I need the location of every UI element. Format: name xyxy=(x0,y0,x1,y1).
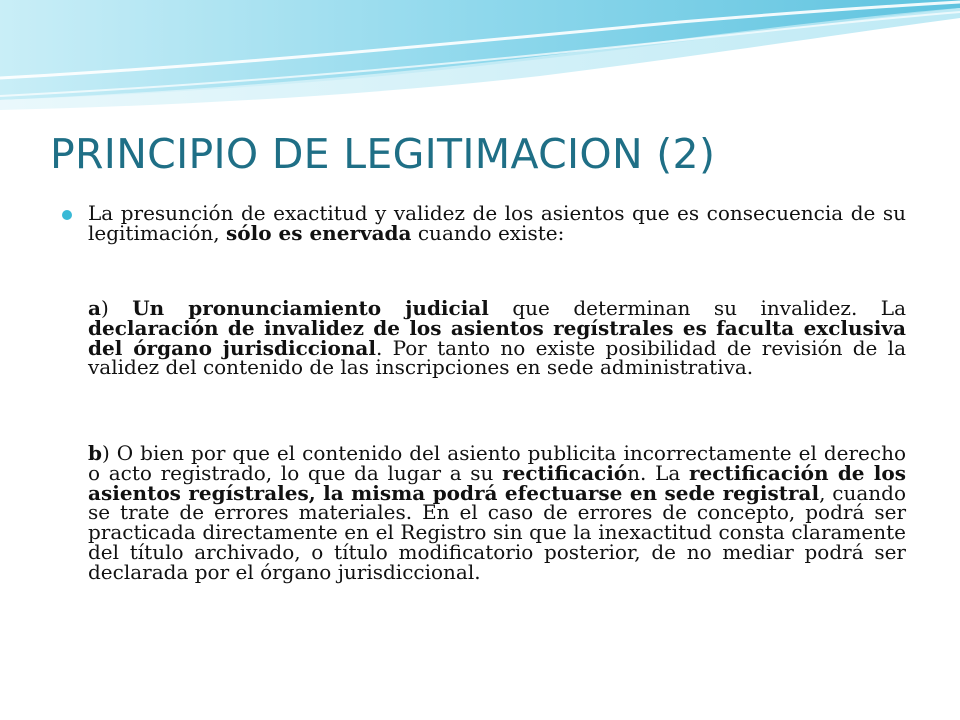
text-run: , cuando se trate de errores materiales. En el caso de errores de concepto, podrá ser practicada directamente en el Registro sin que la inexactitud consta claramente del título archivado, o título modificatorio posterior, de no mediar podrá ser declarada por el órgano jurisdiccional. xyxy=(88,480,906,584)
text-run: b xyxy=(88,441,102,465)
text-run: rectificació xyxy=(502,460,628,485)
text-run: n. La xyxy=(627,460,689,485)
text-run: que determinan su invalidez. La xyxy=(488,296,906,320)
text-run: sólo es enervada xyxy=(226,220,412,245)
text-run: a xyxy=(88,296,101,320)
header-wave-decoration xyxy=(0,0,960,110)
text-run: . Por tanto no existe posibilidad de revisión de la validez del contenido de las inscripciones en sede administrativa. xyxy=(88,335,906,380)
text-run: Un pronunciamiento judicial xyxy=(132,296,489,320)
intro-paragraph xyxy=(88,201,906,245)
text-run: ) O bien por que el contenido del asiento publicita incorrectamente el derecho o acto registrado, lo que da lugar a su xyxy=(88,441,906,485)
text-run: rectificación de los asientos regístrales, la misma podrá efectuarse en sede registral xyxy=(88,460,906,505)
text-run: La presunción de exactitud y validez de los asientos que es consecuencia de su legitimación, xyxy=(88,201,906,245)
text-run: cuando existe: xyxy=(411,220,565,245)
text-run: declaración de invalidez de los asientos regístrales es faculta exclusiva del órgano jurisdiccional xyxy=(88,315,906,360)
item-b-paragraph xyxy=(88,441,906,584)
item-a-paragraph xyxy=(88,296,906,380)
text-run: ) xyxy=(100,296,133,320)
bullet-dot-icon xyxy=(62,210,72,220)
slide-title: PRINCIPIO DE LEGITIMACION (2) xyxy=(50,130,716,178)
